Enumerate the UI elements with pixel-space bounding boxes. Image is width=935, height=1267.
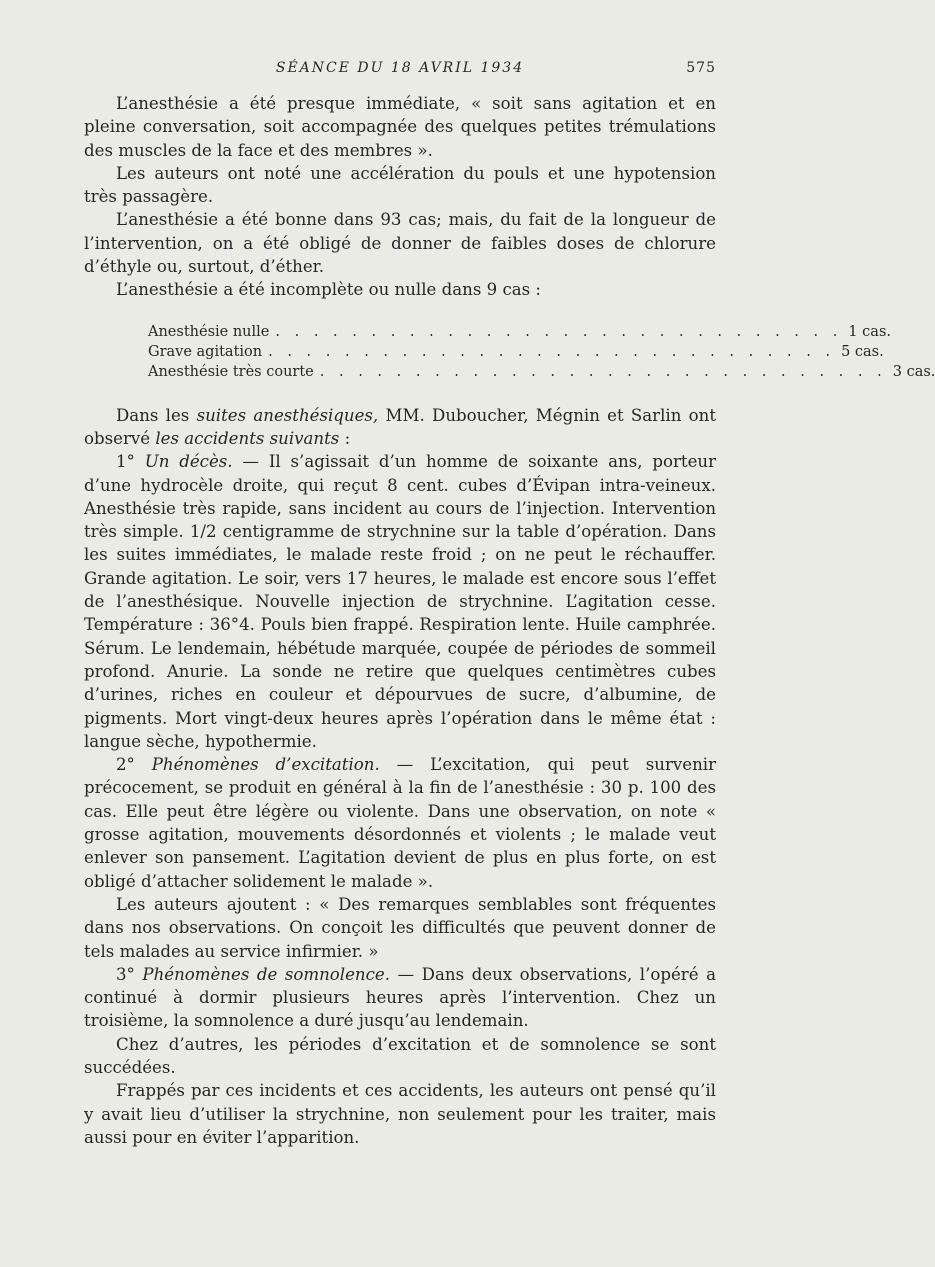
table-row-count: 1 cas.: [848, 323, 891, 340]
autres-paragraph: Chez d’autres, les périodes d’excitation et de somnolence se sont succédées.: [84, 1034, 716, 1077]
page-number: 575: [686, 60, 716, 76]
conclusion-paragraph: Frappés par ces incidents et ces accidents, les auteurs ont pensé qu’il y avait lieu d’utiliser la strychnine, non seulement pour les traiter, mais aussi pour en éviter l’apparition.: [84, 1081, 716, 1147]
table-row-count: 3 cas.: [892, 363, 935, 380]
excitation-text: — L’excitation, qui peut survenir précocement, se produit en général à la fin de l’anesthésie : 30 p. 100 des cas. Elle peut être légère ou violente. Dans une observation, on note « grosse agitation, mouvements désordonnés et violents ; le malade veut enlever son pansement. L’agitation devient de plus en plus forte, on est obligé d’attacher solidement le malade ».: [84, 755, 716, 891]
intro-paragraph-4: L’anesthésie a été incomplète ou nulle dans 9 cas :: [116, 280, 542, 300]
intro-paragraph-3: L’anesthésie a été bonne dans 93 cas; mais, du fait de la longueur de l’intervention, on a été obligé de donner de faibles doses de chlorure d’éthyle ou, surtout, d’éther.: [84, 210, 716, 277]
suites-colon: :: [344, 428, 351, 448]
auteurs-paragraph: Les auteurs ajoutent : « Des remarques semblables sont fréquentes dans nos observations. On conçoit les difficultés que peuvent donner de tels malades au service infirmier. »: [84, 894, 716, 961]
running-title: SÉANCE DU 18 AVRIL 1934: [275, 60, 525, 76]
somnolence-number: 3°: [116, 964, 135, 984]
somnolence-paragraph: [84, 963, 716, 1033]
suites-emphasis: suites anesthésiques,: [196, 405, 379, 425]
table-row-label: Anesthésie très courte: [148, 363, 314, 380]
leader-dots: . . . . . . . . . . . . . . . . . . . . . . . . . . . . . .: [275, 323, 843, 340]
deces-text: — Il s’agissait d’un homme de soixante ans, porteur d’une hydrocèle droite, qui reçut 8 cent. cubes d’Évipan intra-veineux. Anesthésie très rapide, sans incident au cours de l’injection. Intervention très simple. 1/2 centigramme de strychnine sur la table d’opération. Dans les suites immédiates, le malade reste froid ; on ne peut le réchauffer. Grande agitation. Le soir, vers 17 heures, le malade est encore sous l’effet de l’anesthésique. Nouvelle injection de strychnine. L’agitation cesse. Température : 36°4. Pouls bien frappé. Respiration lente. Huile camphrée. Sérum. Le lendemain, hébétude marquée, coupée de périodes de sommeil profond. Anurie. La sonde ne retire que quelques centimètres cubes d’urines, riches en couleur et dépourvues de sucre, d’albumine, de pigments. Mort vingt-deux heures après l’opération dans le même état : langue sèche, hypothermie.: [84, 452, 717, 751]
accidents-emphasis: les accidents suivants: [155, 428, 340, 448]
leader-dots: . . . . . . . . . . . . . . . . . . . . . . . . . . . . . .: [268, 343, 836, 360]
table-row-count: 5 cas.: [841, 343, 884, 360]
table-row: [148, 362, 935, 382]
suites-paragraph: [84, 404, 716, 451]
somnolence-title: Phénomènes de somnolence.: [142, 964, 390, 984]
deces-paragraph: [84, 450, 716, 753]
table-row: [148, 342, 884, 362]
excitation-paragraph: [84, 753, 716, 893]
running-head: [84, 56, 716, 92]
leader-dots: . . . . . . . . . . . . . . . . . . . . . . . . . . . . . .: [319, 363, 887, 380]
deces-number: 1°: [116, 452, 135, 472]
table-row-label: Anesthésie nulle: [148, 323, 270, 340]
excitation-number: 2°: [116, 755, 135, 775]
table-row-label: Grave agitation: [148, 343, 263, 360]
page: [84, 56, 935, 1149]
somnolence-text: — Dans deux observations, l’opéré a continué à dormir plusieurs heures après l’intervention. Chez un troisième, la somnolence a duré jusqu’au lendemain.: [84, 964, 716, 1031]
excitation-title: Phénomènes d’excitation.: [151, 755, 380, 775]
table-row: [148, 322, 891, 342]
intro-paragraph-1: L’anesthésie a été presque immédiate, « soit sans agitation et en pleine conversation, soit accompagnée des quelques petites trémulations des muscles de la face et des membres ».: [84, 94, 716, 160]
suites-text-a: Dans les: [116, 405, 190, 425]
suites-text-c: MM. Duboucher, Mégnin et Sarlin ont observé: [84, 405, 717, 448]
deces-title: Un décès.: [144, 452, 233, 472]
intro-paragraph-2: Les auteurs ont noté une accélération du pouls et une hypotension très passagère.: [84, 163, 716, 207]
incomplete-cases-table: [84, 322, 935, 382]
